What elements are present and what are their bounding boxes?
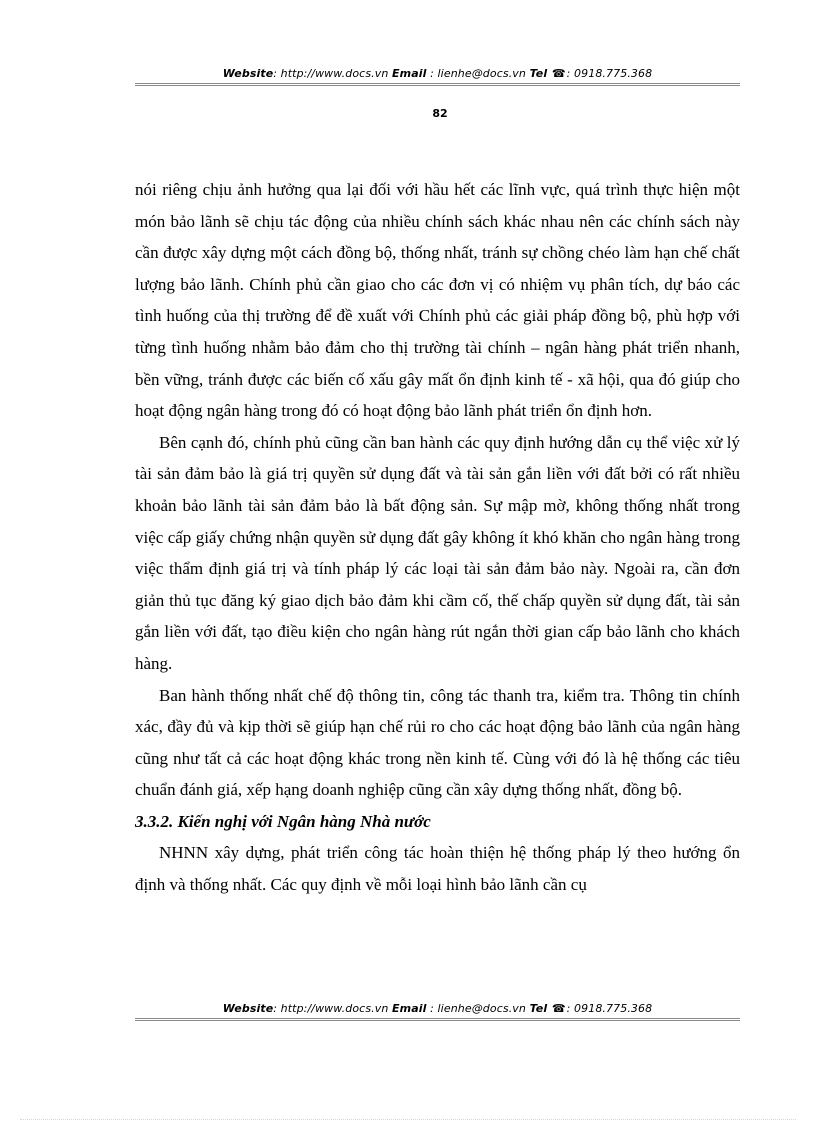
header-email-link[interactable]: : lienhe@docs.vn (430, 67, 526, 80)
footer-tel-value: : 0918.775.368 (566, 1002, 653, 1015)
phone-icon: ☎ (551, 67, 566, 80)
paragraph: Bên cạnh đó, chính phủ cũng cần ban hành các quy định hướng dẫn cụ thể việc xử lý tài sản đảm bảo là giá trị quyền sử dụng đất và tài sản gắn liền với đất bởi có rất nhiều khoản bảo lãnh tài sản đảm bảo là bất động sản. Sự mập mờ, không thống nhất trong việc cấp giấy chứng nhận quyền sử dụng đất gây không ít khó khăn cho ngân hàng trong việc thẩm định giá trị và tính pháp lý các loại tài sản đảm bảo này. Ngoài ra, cần đơn giản thủ tục đăng ký giao dịch bảo đảm khi cầm cố, thế chấp quyền sử dụng đất, tài sản gắn liền với đất, tạo điều kiện cho ngân hàng rút ngắn thời gian cấp bảo lãnh cho khách hàng. (135, 432, 740, 673)
phone-icon: ☎ (551, 1002, 566, 1015)
header-website-label: Website (222, 67, 274, 80)
page-number: 82 (432, 107, 448, 120)
footer-website-link[interactable]: : http://www.docs.vn (273, 1002, 389, 1015)
header-rule (135, 83, 740, 86)
footer-tel-label: Tel (529, 1002, 548, 1015)
paragraph: nói riêng chịu ảnh hưởng qua lại đối với hầu hết các lĩnh vực, quá trình thực hiện một món bảo lãnh sẽ chịu tác động của nhiều chính sách khác nhau nên các chính sách này cần được xây dựng một cách đồng bộ, thống nhất, tránh sự chồng chéo làm hạn chế chất lượng bảo lãnh. Chính phủ cần giao cho các đơn vị có nhiệm vụ phân tích, dự báo các tình huống của thị trường để đề xuất với Chính phủ các giải pháp đồng bộ, phù hợp với từng tình huống nhằm bảo đảm cho thị trường tài chính – ngân hàng phát triển nhanh, bền vững, tránh được các biến cố xấu gây mất ổn định kinh tế - xã hội, qua đó giúp cho hoạt động ngân hàng trong đó có hoạt động bảo lãnh phát triển ổn định hơn. (135, 180, 740, 421)
footer-rule (135, 1018, 740, 1021)
footer-website-label: Website (222, 1002, 274, 1015)
header-tel-label: Tel (529, 67, 548, 80)
section-heading: 3.3.2. Kiến nghị với Ngân hàng Nhà nước (135, 811, 431, 831)
body-text (135, 174, 740, 901)
paragraph: Ban hành thống nhất chế độ thông tin, công tác thanh tra, kiểm tra. Thông tin chính xác, đầy đủ và kịp thời sẽ giúp hạn chế rủi ro cho các hoạt động bảo lãnh của ngân hàng cũng như tất cả các hoạt động khác trong nền kinh tế. Cùng với đó là hệ thống các tiêu chuẩn đánh giá, xếp hạng doanh nghiệp cũng cần xây dựng thống nhất, đồng bộ. (135, 685, 740, 800)
page-footer (135, 1002, 740, 1015)
page-header (135, 67, 740, 80)
paragraph: NHNN xây dựng, phát triển công tác hoàn thiện hệ thống pháp lý theo hướng ổn định và thống nhất. Các quy định về mỗi loại hình bảo lãnh cần cụ (135, 843, 740, 895)
footer-email-link[interactable]: : lienhe@docs.vn (430, 1002, 526, 1015)
footer-email-label: Email (392, 1002, 427, 1015)
header-email-label: Email (392, 67, 427, 80)
page-edge-divider (20, 1119, 796, 1120)
header-tel-value: : 0918.775.368 (566, 67, 653, 80)
header-website-link[interactable]: : http://www.docs.vn (273, 67, 389, 80)
